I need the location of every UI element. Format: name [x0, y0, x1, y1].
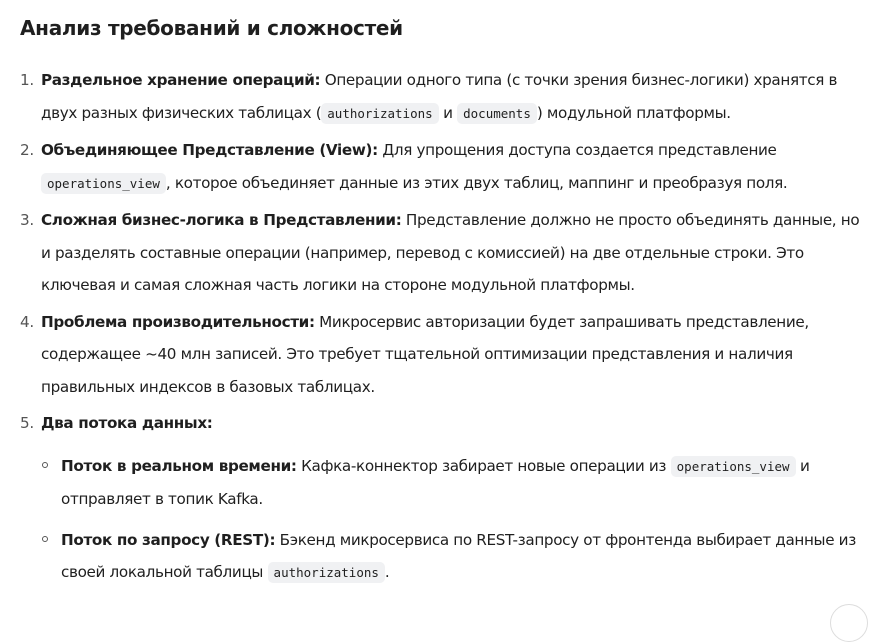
item-number: 3.: [20, 211, 34, 229]
item-text: Операции одного типа (с точки зрения бизнес-логики) хранятся в двух разных физических таблицах (: [41, 71, 838, 122]
inline-code: documents: [457, 103, 537, 124]
item-text: Представление должно не просто объединять данные, но и разделять составные операции (например, перевод с комиссией) на две отдельные строки. Это ключевая и самая сложная часть логики на стороне модульной платформы.: [41, 211, 860, 294]
scroll-down-button[interactable]: [830, 604, 868, 642]
list-item: [20, 134, 870, 200]
item-text: Микросервис авторизации будет запрашивать представление, содержащее ~40 млн записей. Это требует тщательной оптимизации представления и наличия правильных индексов в базовых таблицах.: [41, 312, 809, 396]
sub-item-title: Поток по запросу (REST):: [61, 530, 276, 549]
item-text: Для упрощения доступа создается представление: [377, 141, 777, 159]
list-item: [20, 306, 870, 404]
sub-list-item: [41, 450, 870, 516]
inline-code: authorizations: [321, 103, 438, 124]
sub-item-text: .: [384, 563, 390, 581]
item-title: Проблема производительности:: [41, 312, 315, 331]
sub-list-item: [41, 524, 870, 590]
item-number: 4.: [20, 312, 34, 331]
inline-code: operations_view: [671, 456, 796, 477]
circle-bullet-icon: [42, 462, 48, 468]
section-heading: Анализ требований и сложностей: [20, 16, 403, 40]
item-number: 2.: [20, 141, 34, 159]
list-item: [20, 64, 870, 130]
list-item: [20, 407, 870, 590]
sub-item-text: Бэкенд микросервиса по REST-запросу от фронтенда выбирает данные из своей локальной таблицы: [61, 530, 856, 581]
data-flows-list: [41, 450, 870, 590]
inline-code: authorizations: [268, 562, 385, 583]
item-text: ) модульной платформы.: [536, 103, 731, 122]
item-number: 1.: [20, 71, 34, 89]
item-title: Объединяющее Представление (View):: [41, 141, 378, 159]
item-text: , которое объединяет данные из этих двух таблиц, маппинг и преобразуя поля.: [165, 173, 788, 192]
inline-code: operations_view: [41, 173, 166, 194]
item-title: Сложная бизнес-логика в Представлении:: [41, 211, 402, 229]
document: [20, 14, 870, 598]
requirements-list: [20, 64, 870, 590]
item-number: 5.: [20, 414, 34, 432]
sub-item-text: Кафка-коннектор забирает новые операции из: [296, 456, 671, 475]
sub-item-text: и отправляет в топик Kafka.: [61, 456, 810, 508]
list-item: [20, 204, 870, 302]
item-title: Раздельное хранение операций:: [41, 71, 321, 89]
sub-item-title: Поток в реальном времени:: [61, 456, 297, 475]
circle-bullet-icon: [42, 536, 48, 542]
item-text: и: [438, 103, 458, 122]
item-title: Два потока данных:: [41, 414, 213, 432]
